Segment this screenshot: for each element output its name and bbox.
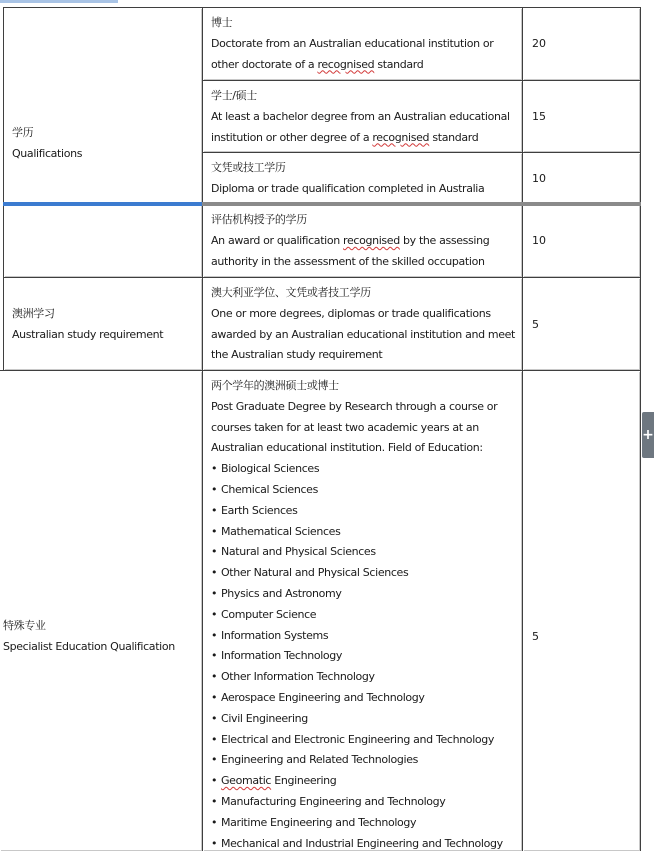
- item-title-zh: 学士/硕士: [211, 89, 257, 102]
- item-desc-line: Post Graduate Degree by Research through a course or: [211, 399, 498, 413]
- field-name: Aerospace Engineering and Technology: [221, 690, 425, 704]
- bullet-icon: •: [211, 649, 218, 663]
- field-list-item: [211, 605, 514, 626]
- item-cell-specialist-education: [202, 370, 523, 851]
- points-value: 5: [532, 318, 539, 331]
- item-desc-line: Australian educational institution. Field of Education:: [211, 441, 483, 455]
- points-value: 10: [532, 172, 546, 185]
- field-name: Natural and Physical Sciences: [221, 545, 376, 559]
- field-name: Geomatic Engineering: [221, 774, 337, 788]
- category-label: [12, 303, 163, 345]
- bullet-icon: •: [211, 774, 218, 788]
- points-cell-diploma: [522, 152, 641, 204]
- item-desc-line: awarded by an Australian educational institution and meet: [211, 327, 516, 341]
- field-name: Information Systems: [221, 628, 329, 642]
- category-label-zh: 学历: [12, 126, 34, 139]
- points-value: 5: [532, 630, 539, 643]
- bullet-icon: •: [211, 524, 218, 538]
- field-list-item: [211, 480, 514, 501]
- category-label: [12, 122, 82, 164]
- field-list-item: [211, 584, 514, 605]
- field-list-item: [211, 709, 514, 730]
- bullet-icon: •: [211, 462, 218, 476]
- field-name: Mathematical Sciences: [221, 524, 341, 538]
- item-cell-doctorate: [202, 7, 523, 81]
- field-list-item: [211, 834, 514, 851]
- field-list-item: [211, 813, 514, 834]
- bullet-icon: •: [211, 815, 218, 829]
- field-name: Physics and Astronomy: [221, 586, 342, 600]
- item-desc-line: [211, 231, 514, 252]
- points-cell-doctorate: [522, 7, 641, 81]
- points-cell-australian-study: [522, 277, 641, 371]
- item-cell-diploma: [202, 152, 523, 204]
- field-name: Electrical and Electronic Engineering and Technology: [221, 732, 495, 746]
- bullet-icon: •: [211, 607, 218, 621]
- spellcheck-word: Geomatic: [221, 774, 272, 788]
- page-break-divider-blue: [3, 202, 202, 206]
- points-cell-specialist-education: [522, 370, 641, 851]
- field-name: Other Natural and Physical Sciences: [221, 566, 409, 580]
- field-list-item: [211, 750, 514, 771]
- field-list-item: [211, 542, 514, 563]
- category-label-en: Australian study requirement: [12, 328, 164, 341]
- item-title-zh: 文凭或技工学历: [211, 161, 286, 174]
- expand-plus-icon[interactable]: +: [642, 412, 654, 458]
- item-title-zh: 评估机构授予的学历: [211, 213, 307, 226]
- bullet-icon: •: [211, 482, 218, 496]
- field-name: Engineering and Related Technologies: [221, 753, 419, 767]
- field-name: Manufacturing Engineering and Technology: [221, 794, 446, 808]
- field-name: Chemical Sciences: [221, 482, 318, 496]
- bullet-icon: •: [211, 753, 218, 767]
- field-list-item: [211, 792, 514, 813]
- item-desc-line: the Australian study requirement: [211, 348, 383, 362]
- spellcheck-word: recognised: [372, 130, 430, 144]
- field-list-item: [211, 626, 514, 647]
- points-value: 15: [532, 110, 546, 123]
- category-cell-specialist-education: [0, 370, 203, 851]
- field-list-item: [211, 501, 514, 522]
- points-value: 20: [532, 37, 546, 50]
- field-list-item: [211, 563, 514, 584]
- category-cell-australian-study: [3, 277, 203, 371]
- field-of-education-list: [211, 459, 514, 851]
- field-name: Information Technology: [221, 649, 343, 663]
- bullet-icon: •: [211, 586, 218, 600]
- category-cell-qualifications-continued: [3, 204, 203, 278]
- item-desc-line: Doctorate from an Australian educational institution or: [211, 36, 494, 50]
- category-label-en: Specialist Education Qualification: [3, 640, 175, 653]
- bullet-icon: •: [211, 690, 218, 704]
- field-list-item: [211, 771, 514, 792]
- bullet-icon: •: [211, 732, 218, 746]
- field-name: Earth Sciences: [221, 503, 298, 517]
- category-label-zh: 澳洲学习: [12, 307, 55, 320]
- bullet-icon: •: [211, 628, 218, 642]
- field-list-item: [211, 646, 514, 667]
- points-cell-bachelor: [522, 80, 641, 153]
- item-desc-line: One or more degrees, diplomas or trade qualifications: [211, 306, 491, 320]
- page-break-divider-gray: [202, 202, 641, 206]
- points-cell-assessed-award: [522, 204, 641, 278]
- bullet-icon: •: [211, 794, 218, 808]
- field-list-item: [211, 730, 514, 751]
- bullet-icon: •: [211, 711, 218, 725]
- category-label-en: Qualifications: [12, 147, 83, 160]
- field-name: Computer Science: [221, 607, 317, 621]
- item-desc-line: courses taken for at least two academic years at an: [211, 420, 479, 434]
- item-desc-line: authority in the assessment of the skilled occupation: [211, 254, 485, 268]
- item-desc-line: Diploma or trade qualification completed in Australia: [211, 181, 485, 195]
- item-desc-suffix: standard: [374, 57, 424, 71]
- field-list-item: [211, 459, 514, 480]
- bullet-icon: •: [211, 836, 218, 850]
- bullet-icon: •: [211, 670, 218, 684]
- item-desc-line: At least a bachelor degree from an Australian educational: [211, 109, 510, 123]
- field-name: Other Information Technology: [221, 670, 375, 684]
- item-desc-prefix: institution or other degree of a: [211, 130, 373, 144]
- item-title-zh: 澳大利亚学位、文凭或者技工学历: [211, 286, 371, 299]
- field-list-item: [211, 688, 514, 709]
- item-cell-assessed-award: [202, 204, 523, 278]
- item-cell-australian-study: [202, 277, 523, 371]
- item-cell-bachelor: [202, 80, 523, 153]
- category-label-zh: 特殊专业: [3, 619, 46, 632]
- field-name: Biological Sciences: [221, 462, 320, 476]
- spellcheck-word: recognised: [343, 233, 400, 247]
- item-desc-suffix: by the assessing: [399, 233, 490, 247]
- spellcheck-word: recognised: [317, 57, 375, 71]
- bullet-icon: •: [211, 566, 218, 580]
- field-name: Maritime Engineering and Technology: [221, 815, 417, 829]
- item-title-zh: 博士: [211, 16, 233, 29]
- field-name: Mechanical and Industrial Engineering and Technology: [221, 836, 503, 850]
- item-desc-line: [211, 55, 514, 76]
- field-list-item: [211, 667, 514, 688]
- points-value: 10: [532, 234, 546, 247]
- item-desc-suffix: standard: [429, 130, 479, 144]
- item-desc-prefix: An award or qualification: [211, 233, 344, 247]
- item-title-zh: 两个学年的澳洲硕士或博士: [211, 379, 339, 392]
- item-desc-prefix: other doctorate of a: [211, 57, 318, 71]
- field-list-item: [211, 522, 514, 543]
- category-label: [3, 615, 175, 657]
- bullet-icon: •: [211, 545, 218, 559]
- bullet-icon: •: [211, 503, 218, 517]
- item-desc-line: [211, 128, 514, 149]
- category-cell-qualifications: [3, 7, 203, 204]
- field-name: Civil Engineering: [221, 711, 308, 725]
